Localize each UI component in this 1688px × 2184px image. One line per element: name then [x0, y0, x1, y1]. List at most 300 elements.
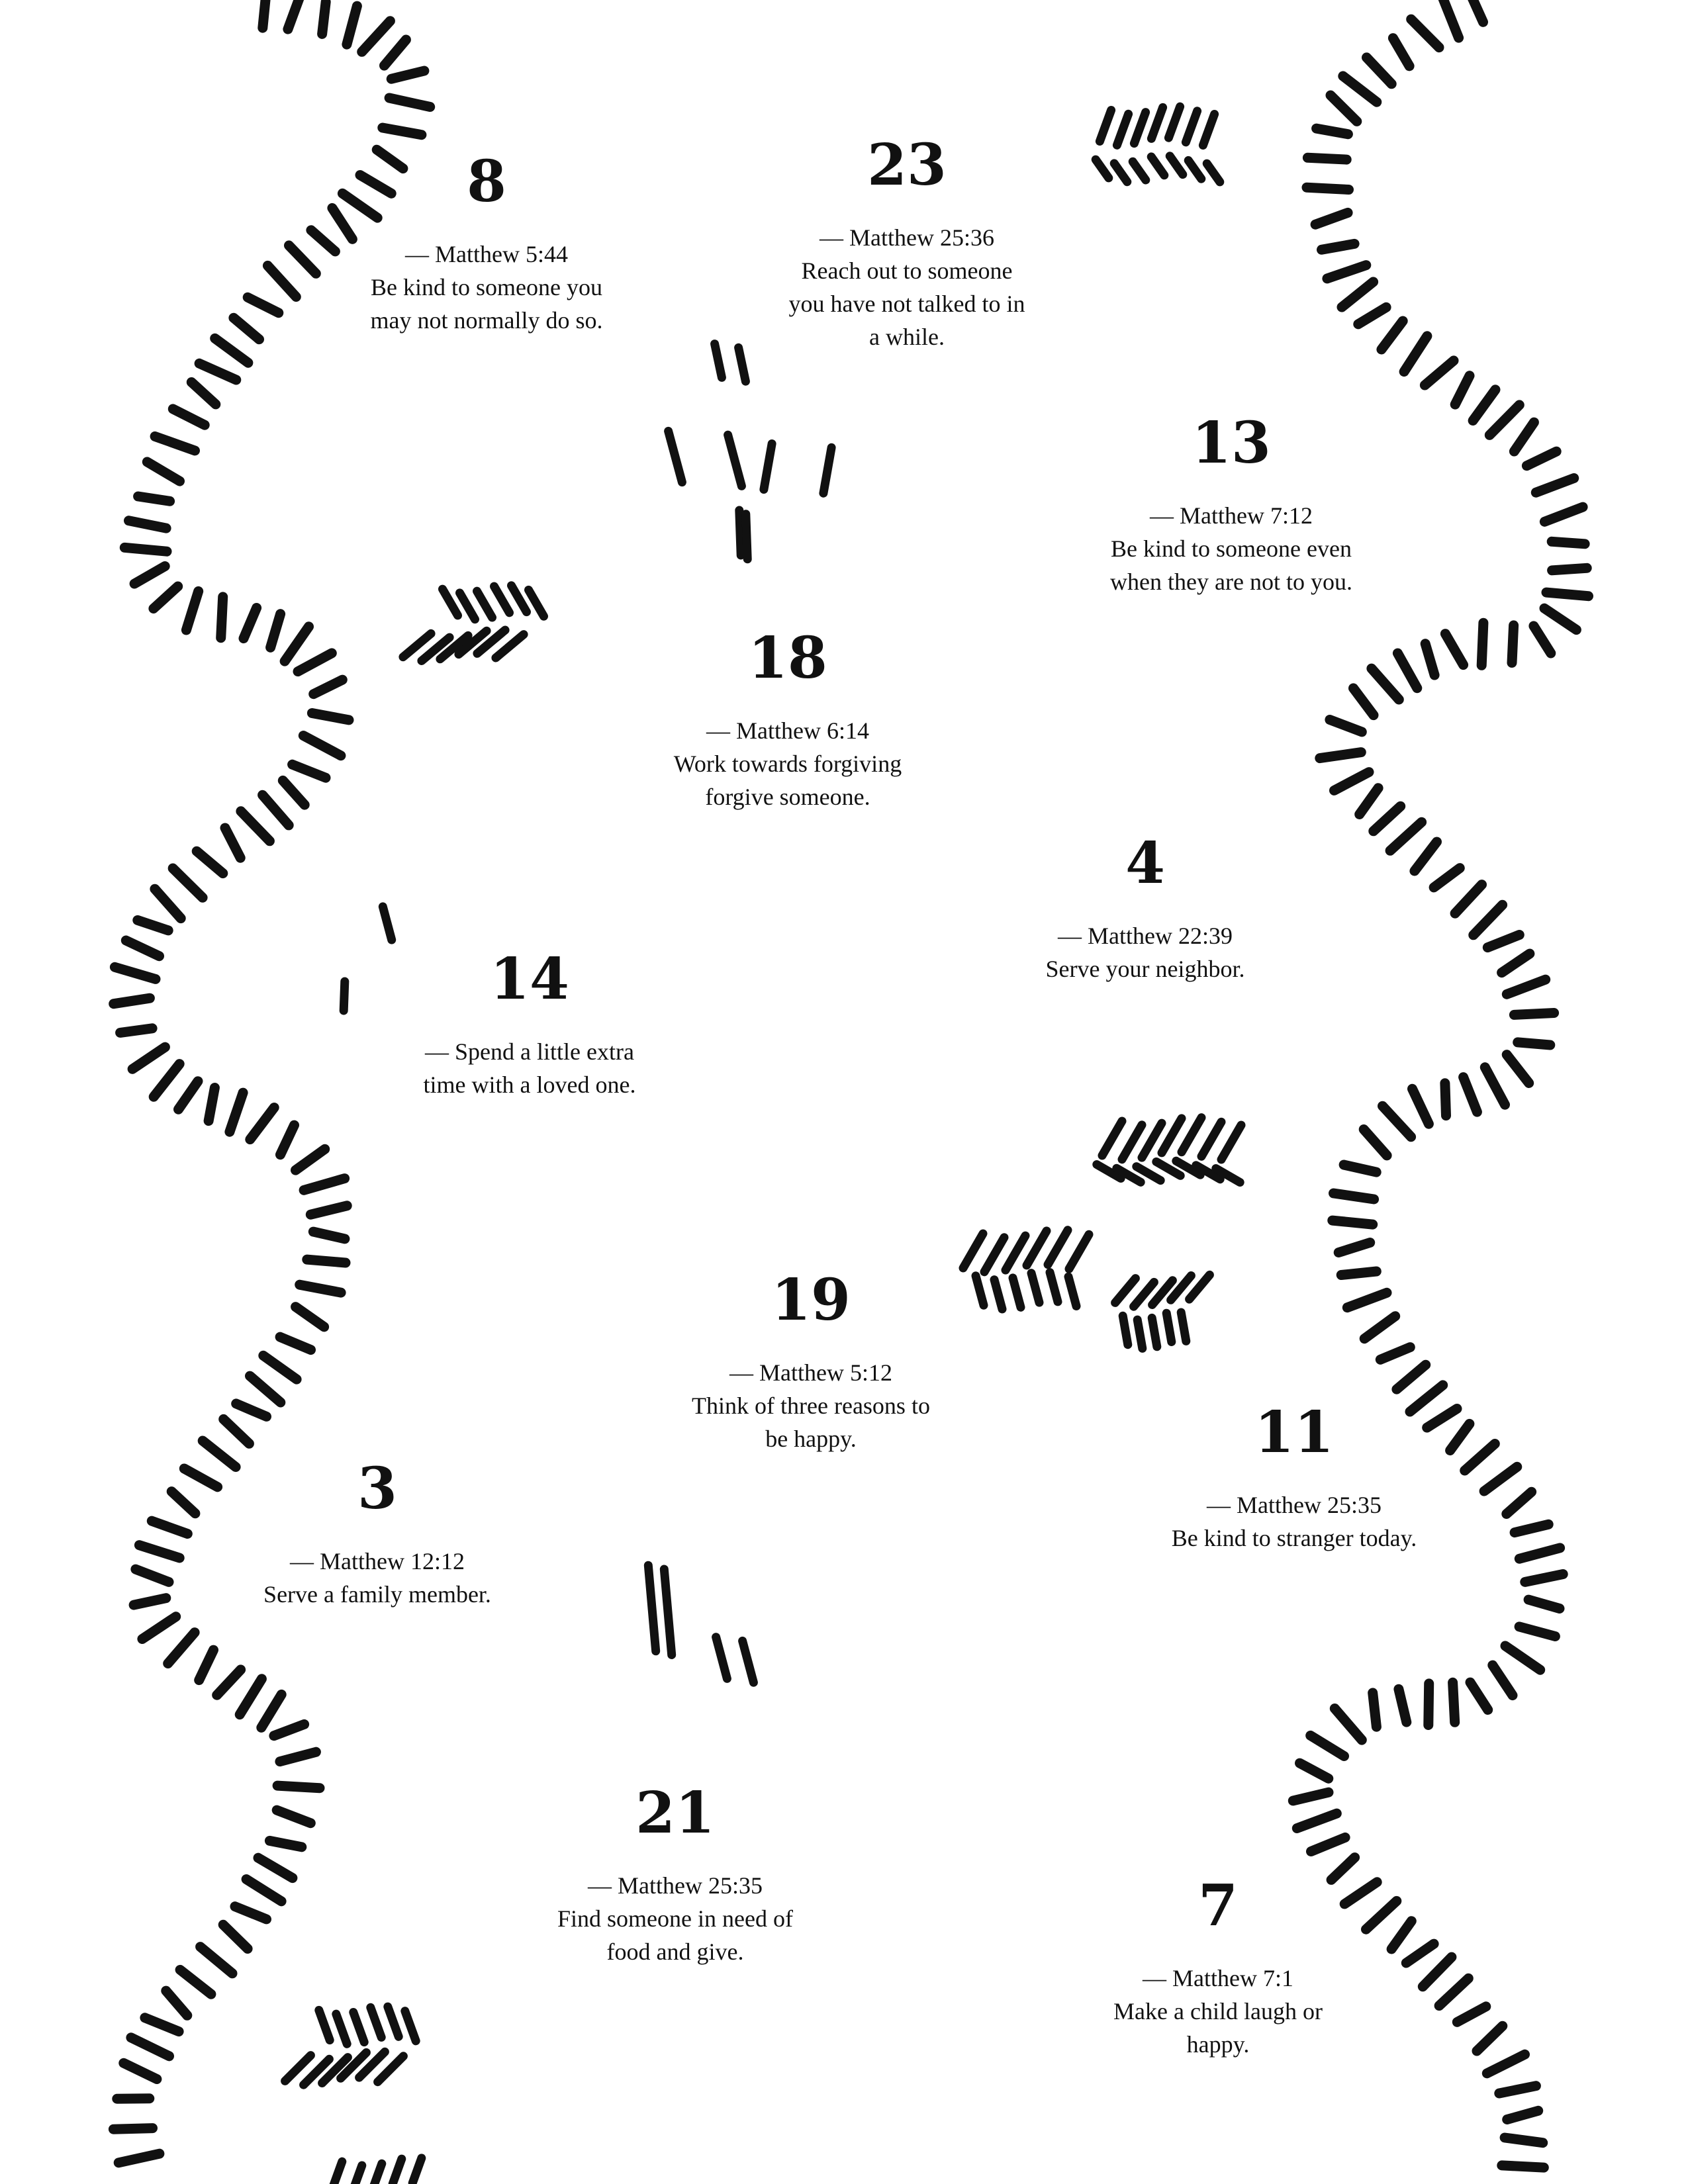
dash-mark [1464, 1077, 1477, 1113]
dash-mark [1477, 2026, 1503, 2051]
dash-mark [1515, 1524, 1548, 1532]
dash-mark [1364, 1130, 1387, 1156]
dash-mark [1470, 0, 1483, 22]
dash-mark [241, 811, 270, 841]
dash-mark [271, 614, 281, 648]
dash-mark [145, 2018, 179, 2032]
dash-mark [1048, 1230, 1068, 1265]
dash-mark [1320, 752, 1362, 758]
dash-mark [307, 1259, 346, 1263]
dash-mark [1518, 1042, 1550, 1045]
card-reference: — Matthew 6:14 [706, 717, 869, 744]
dash-mark [1069, 1234, 1089, 1269]
card-13 [1105, 410, 1357, 598]
dash-mark [277, 1810, 310, 1823]
dash-mark [1115, 1279, 1136, 1303]
dash-mark [154, 586, 178, 609]
dash-mark [138, 920, 168, 931]
dash-mark [132, 1047, 165, 1069]
dash-mark [1544, 608, 1576, 629]
dash-mark [283, 780, 305, 805]
dash-mark [1317, 128, 1348, 134]
dash-mark [263, 795, 289, 825]
card-reference: — Matthew 7:1 [1143, 1965, 1293, 1991]
card-23 [781, 132, 1033, 353]
dash-mark [1544, 507, 1583, 522]
dash-mark [1507, 979, 1545, 994]
dash-mark [1514, 1013, 1554, 1015]
dash-mark [258, 1858, 293, 1878]
dash-mark [1358, 307, 1386, 324]
card-7 [1092, 1873, 1344, 2061]
dash-mark [1473, 390, 1495, 421]
dash-mark [1383, 1106, 1411, 1137]
dash-mark [1519, 1548, 1560, 1559]
dash-mark [994, 1280, 1002, 1309]
dash-mark [1502, 2165, 1544, 2167]
card-text: Make a child laugh or happy. [1113, 1998, 1323, 2058]
dash-mark [1331, 95, 1357, 121]
dash-mark [168, 1633, 195, 1664]
dash-mark [1391, 1921, 1411, 1949]
dash-mark [1334, 1193, 1374, 1199]
dash-mark [1133, 161, 1146, 180]
dash-mark [1415, 842, 1437, 871]
dash-mark [1397, 1365, 1426, 1389]
dash-mark [1338, 1243, 1370, 1253]
dash-mark [1188, 160, 1201, 179]
dash-mark [1453, 1682, 1455, 1722]
dash-mark [250, 1108, 274, 1140]
dash-mark [1502, 954, 1530, 973]
dash-mark [1373, 1693, 1377, 1727]
dash-mark [1360, 788, 1378, 815]
dash-mark [1411, 19, 1439, 48]
dash-mark [1311, 1735, 1344, 1756]
dash-mark [267, 265, 296, 296]
dash-mark [1505, 2138, 1543, 2143]
dash-mark [405, 2011, 416, 2041]
dash-mark [739, 510, 741, 555]
dash-mark [248, 297, 279, 312]
dash-mark [347, 6, 357, 44]
dash-mark [113, 2128, 152, 2130]
dash-mark [300, 1285, 341, 1293]
dash-mark [203, 1441, 236, 1467]
dash-mark [1322, 244, 1355, 250]
dash-mark [131, 2038, 169, 2056]
dash-mark [1380, 1347, 1410, 1360]
dash-mark [1528, 1600, 1560, 1608]
dash-mark [746, 514, 747, 559]
dash-mark [1152, 1318, 1157, 1346]
card-text: Work towards forgiving forgive someone. [673, 751, 902, 810]
card-14 [404, 946, 655, 1101]
dash-mark [1534, 626, 1551, 653]
dash-mark [1311, 1837, 1346, 1851]
dash-mark [312, 713, 349, 720]
dash-mark [1445, 634, 1463, 665]
dash-mark [1514, 422, 1534, 451]
dash-mark [152, 1521, 187, 1533]
card-reference: — Matthew 25:36 [820, 224, 994, 251]
dash-mark [139, 1545, 179, 1558]
dash-mark [1425, 644, 1434, 675]
dash-mark [333, 2161, 342, 2184]
dash-mark [1434, 868, 1460, 887]
dash-mark [669, 431, 682, 482]
dash-mark [173, 409, 205, 425]
card-number: 7 [1198, 1872, 1238, 1939]
dash-mark [1114, 163, 1127, 182]
dash-mark [371, 2007, 381, 2037]
dash-mark [296, 1307, 324, 1327]
card-text: Think of three reasons to be happy. [692, 1392, 930, 1452]
dash-mark [124, 2063, 157, 2079]
dash-mark [236, 1404, 267, 1417]
dash-mark [1344, 1882, 1377, 1904]
dash-mark [1335, 772, 1370, 791]
dash-mark [353, 2013, 364, 2042]
dash-mark [1096, 159, 1109, 178]
dash-mark [353, 2165, 362, 2184]
dash-mark [120, 1028, 153, 1033]
dash-mark [1470, 1682, 1488, 1709]
dash-mark [1423, 1957, 1452, 1987]
dash-mark [1484, 1467, 1517, 1491]
dash-mark [1027, 1231, 1047, 1265]
dash-mark [1485, 1068, 1505, 1105]
dash-mark [963, 1234, 983, 1268]
dash-mark [344, 981, 345, 1011]
dash-mark [1399, 1689, 1407, 1722]
dash-mark [281, 1125, 295, 1155]
dash-mark [1307, 158, 1346, 159]
dash-mark [336, 2014, 347, 2044]
dash-mark [1507, 1492, 1532, 1514]
card-reference: — Matthew 7:12 [1150, 502, 1313, 529]
dash-mark [263, 1355, 297, 1379]
card-reference: — Matthew 25:35 [1207, 1492, 1382, 1518]
dash-mark [303, 736, 341, 756]
dash-mark [1382, 321, 1403, 349]
dash-mark [373, 2163, 382, 2184]
dash-mark [155, 889, 181, 918]
dash-mark [1330, 720, 1362, 732]
dash-mark [197, 851, 223, 873]
dash-mark [385, 40, 406, 66]
dash-mark [1406, 1944, 1434, 1963]
dash-mark [184, 1469, 217, 1487]
dash-mark [1536, 478, 1573, 493]
dash-mark [118, 2154, 160, 2163]
right-dashed-path [1293, 0, 1588, 2167]
dash-mark [984, 1238, 1004, 1272]
dash-mark [1207, 163, 1220, 182]
dash-mark [180, 1970, 211, 1994]
dash-mark [332, 208, 353, 239]
card-11 [1168, 1400, 1420, 1555]
card-text: Serve a family member. [263, 1581, 491, 1608]
dash-mark [277, 1786, 320, 1788]
card-21 [549, 1780, 801, 1968]
card-text: Serve your neighbor. [1045, 956, 1245, 982]
card-number: 4 [1125, 830, 1165, 897]
dash-mark [1134, 113, 1145, 144]
dash-mark [209, 1088, 214, 1121]
dash-mark [322, 2, 326, 34]
dash-mark [728, 435, 742, 486]
card-text: Reach out to someone you have not talked to in a while. [788, 257, 1025, 350]
card-reference: — Matthew 5:12 [729, 1359, 892, 1386]
dash-mark [1457, 2007, 1486, 2023]
dash-mark [389, 98, 430, 107]
card-reference: — Matthew 12:12 [290, 1548, 465, 1574]
dash-mark [1335, 1709, 1362, 1741]
dash-mark [311, 230, 336, 251]
dash-mark [1050, 1273, 1058, 1302]
dash-mark [1425, 361, 1454, 385]
dash-mark [1300, 1763, 1329, 1778]
dash-mark [310, 1206, 347, 1214]
dash-mark [221, 597, 223, 638]
card-text: Find someone in need of food and give. [557, 1905, 793, 1965]
dash-mark [129, 521, 167, 528]
dash-mark [1364, 1316, 1395, 1339]
dash-mark [154, 1064, 179, 1097]
dash-mark [1489, 405, 1519, 435]
dash-mark [1342, 282, 1374, 307]
dash-mark [1166, 1313, 1172, 1342]
dash-mark [136, 1569, 169, 1582]
dash-mark [134, 1598, 166, 1605]
dash-mark [240, 1679, 261, 1715]
dash-mark [1512, 625, 1514, 663]
dash-mark [1117, 114, 1128, 145]
dash-mark [1293, 1792, 1329, 1801]
dash-mark [1068, 1277, 1076, 1306]
dash-mark [261, 1694, 281, 1727]
dash-mark [217, 1670, 241, 1695]
dash-mark [263, 0, 267, 28]
dash-mark [1344, 1165, 1376, 1172]
dash-mark [1393, 38, 1409, 66]
dash-mark [186, 591, 198, 630]
card-18 [662, 625, 914, 813]
dash-mark [1552, 541, 1585, 544]
dash-mark [1374, 806, 1401, 831]
dash-mark [393, 2159, 402, 2184]
dash-mark [1137, 1320, 1143, 1348]
dash-mark [1443, 0, 1458, 38]
dash-mark [764, 444, 772, 490]
dash-mark [269, 1841, 301, 1846]
dash-mark [201, 1947, 232, 1974]
card-number: 3 [357, 1455, 397, 1522]
dash-mark [648, 1565, 655, 1651]
card-number: 23 [867, 132, 947, 199]
dash-mark [1181, 1312, 1186, 1341]
dash-mark [383, 907, 391, 940]
dash-mark [1366, 1901, 1397, 1929]
dash-mark [274, 1724, 305, 1735]
card-4 [1019, 831, 1271, 985]
dash-mark [155, 436, 195, 451]
card-number: 13 [1192, 410, 1271, 477]
dash-mark [743, 1641, 754, 1682]
dash-mark [715, 344, 722, 378]
card-number: 11 [1254, 1399, 1334, 1466]
dash-mark [224, 1419, 250, 1443]
dash-mark [250, 1376, 281, 1402]
dash-mark [1100, 111, 1111, 142]
dash-mark [1493, 1665, 1513, 1696]
dash-mark [1526, 451, 1556, 466]
dash-mark [1397, 653, 1417, 688]
dash-mark [147, 462, 179, 481]
dash-mark [304, 1179, 344, 1191]
dash-mark [1341, 1271, 1376, 1275]
dash-mark [244, 608, 257, 639]
dash-mark [285, 627, 308, 661]
dash-mark [138, 496, 170, 501]
dash-mark [314, 680, 343, 694]
dash-mark [1546, 592, 1589, 596]
dash-mark [1354, 688, 1374, 715]
card-3 [252, 1456, 503, 1611]
dash-mark [124, 547, 167, 551]
dash-mark [1507, 1055, 1529, 1083]
dash-mark [296, 1149, 325, 1170]
card-number: 19 [771, 1267, 851, 1334]
dash-mark [1297, 1813, 1336, 1828]
dash-mark [179, 1081, 199, 1110]
dash-mark [1499, 2086, 1536, 2093]
dash-mark [1525, 1574, 1563, 1582]
dash-mark [823, 447, 831, 493]
dash-mark [976, 1276, 984, 1305]
dash-mark [289, 246, 316, 273]
dash-mark [362, 21, 391, 52]
dash-mark [1102, 1121, 1122, 1156]
dash-mark [1151, 157, 1164, 175]
dash-mark [230, 1093, 243, 1132]
dash-mark [1390, 822, 1422, 850]
dash-mark [1170, 156, 1183, 175]
dash-mark [173, 868, 203, 897]
dash-mark [412, 2158, 422, 2183]
dash-mark [1481, 623, 1483, 665]
dash-mark [1203, 114, 1214, 146]
card-reference: — Matthew 5:44 [405, 241, 568, 267]
dash-mark [716, 1637, 727, 1679]
card-reference: — Matthew 25:35 [588, 1872, 763, 1899]
dash-mark [115, 967, 156, 979]
card-number: 14 [490, 946, 569, 1013]
dash-mark [288, 0, 301, 29]
dash-mark [494, 586, 510, 613]
dash-mark [1006, 1236, 1025, 1270]
dash-mark [1013, 1278, 1021, 1307]
dash-mark [1201, 1122, 1221, 1156]
card-text: Be kind to someone you may not normally do so. [370, 274, 603, 334]
card-19 [685, 1267, 937, 1455]
dash-mark [1427, 1409, 1457, 1428]
dash-mark [142, 1617, 176, 1639]
dash-mark [199, 1650, 214, 1680]
card-number: 18 [748, 625, 827, 692]
dash-mark [1450, 1424, 1470, 1450]
dash-mark [1327, 265, 1366, 279]
dash-mark [1519, 1627, 1555, 1637]
dash-mark [1333, 1220, 1373, 1224]
dash-mark [280, 1752, 316, 1761]
dash-mark [1507, 2111, 1538, 2119]
dash-mark [1307, 187, 1349, 189]
dash-mark [1343, 76, 1377, 102]
dash-mark [1315, 212, 1348, 224]
dash-mark [477, 591, 492, 617]
card-number: 8 [467, 148, 506, 215]
dash-mark [191, 383, 216, 404]
dash-mark [114, 998, 150, 1004]
dash-mark [1455, 376, 1470, 404]
dash-mark [1151, 107, 1162, 138]
dash-mark [215, 338, 248, 363]
dash-mark [223, 1925, 248, 1948]
dash-mark [235, 1907, 267, 1919]
dash-mark [1445, 1083, 1446, 1116]
dash-mark [1347, 1293, 1387, 1307]
dash-mark [134, 567, 165, 584]
dash-mark [246, 1880, 281, 1901]
dash-mark [388, 2007, 399, 2036]
dash-mark [1413, 1089, 1429, 1124]
dash-mark [1455, 885, 1481, 914]
dash-mark [1182, 1118, 1201, 1152]
dash-mark [1031, 1273, 1039, 1302]
dash-mark [1465, 1444, 1495, 1471]
dash-mark [234, 318, 259, 339]
card-reference: — Matthew 22:39 [1058, 923, 1233, 949]
dash-mark [1505, 1646, 1540, 1670]
dash-mark [664, 1569, 671, 1655]
dash-mark [293, 764, 326, 778]
dash-mark [391, 71, 424, 79]
dash-mark [280, 1337, 310, 1349]
dash-mark [1123, 1316, 1128, 1344]
dash-mark [1367, 58, 1392, 84]
dash-mark [1487, 935, 1519, 948]
dash-mark [1168, 107, 1180, 138]
dash-mark [383, 128, 422, 135]
dash-mark [298, 653, 332, 672]
dash-mark [199, 363, 236, 380]
dash-mark [1487, 2054, 1524, 2073]
card-text: Be kind to someone even when they are not to you. [1110, 535, 1352, 595]
dash-mark [225, 828, 240, 858]
dash-mark [1439, 1978, 1468, 2005]
card-text: Be kind to stranger today. [1171, 1525, 1417, 1551]
card-number: 21 [635, 1780, 715, 1846]
dash-mark [1186, 111, 1197, 142]
dash-mark [319, 2010, 330, 2040]
card-reference: — Spend a little extra time with a loved one. [423, 1038, 636, 1098]
dash-mark [739, 347, 746, 381]
dash-mark [1552, 568, 1587, 570]
dash-mark [166, 1991, 187, 2015]
dash-mark [1474, 905, 1503, 935]
